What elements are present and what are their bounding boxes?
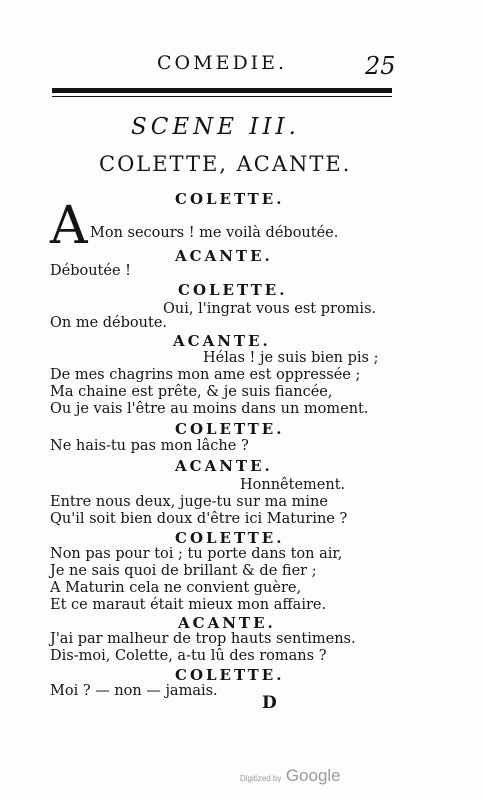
- page-number: 25: [365, 52, 396, 80]
- verse-line: On me déboute.: [50, 315, 168, 331]
- verse-line: Mon secours ! me voilà déboutée.: [90, 225, 339, 241]
- header-rule: [52, 88, 392, 93]
- scene-cast: COLETTE, ACANTE.: [99, 152, 352, 176]
- verse-line: De mes chagrins mon ame est oppressée ;: [50, 367, 361, 383]
- verse-line: Et ce maraut était mieux mon affaire.: [50, 597, 327, 613]
- verse-line: Honnêtement.: [240, 477, 346, 493]
- verse-line: Hélas ! je suis bien pis ;: [203, 350, 379, 366]
- speaker-name: ACANTE.: [178, 614, 276, 632]
- speaker-name: ACANTE.: [173, 332, 271, 350]
- verse-line: Ou je vais l'être au moins dans un moment.: [50, 401, 369, 417]
- speaker-name: ACANTE.: [175, 247, 273, 265]
- verse-line: J'ai par malheur de trop hauts sentimens.: [50, 631, 356, 647]
- running-head: COMEDIE.: [157, 52, 288, 74]
- verse-line: Ma chaine est prête, & je suis fiancée,: [50, 384, 333, 400]
- verse-line: Entre nous deux, juge-tu sur ma mine: [50, 494, 328, 510]
- verse-line: Dis-moi, Colette, a-tu lû des romans ?: [50, 648, 327, 664]
- verse-line: Déboutée !: [50, 263, 131, 279]
- verse-line: Oui, l'ingrat vous est promis.: [163, 301, 377, 317]
- verse-line: Moi ? — non — jamais.: [50, 683, 218, 699]
- speaker-name: COLETTE.: [178, 281, 288, 299]
- speaker-name: COLETTE.: [175, 666, 285, 684]
- catchword: D: [262, 693, 277, 713]
- verse-line: Ne hais-tu pas mon lâche ?: [50, 438, 249, 454]
- speaker-name: ACANTE.: [175, 457, 273, 475]
- drop-cap: A: [50, 196, 88, 256]
- speaker-name: COLETTE.: [175, 420, 285, 438]
- speaker-name: COLETTE.: [175, 190, 285, 208]
- scene-title: SCENE III.: [131, 114, 300, 140]
- watermark-google: Google: [285, 766, 341, 785]
- verse-line: A Maturin cela ne convient guère,: [50, 580, 302, 596]
- watermark-digitized: Digitized by: [240, 774, 282, 783]
- speaker-name: COLETTE.: [175, 529, 285, 547]
- google-watermark: [240, 766, 341, 786]
- verse-line: Je ne sais quoi de brillant & de fier ;: [50, 563, 317, 579]
- verse-line: Non pas pour toi ; tu porte dans ton air,: [50, 546, 343, 562]
- header-rule-thin: [52, 96, 392, 97]
- verse-line: Qu'il soit bien doux d'être ici Maturine ?: [50, 511, 348, 527]
